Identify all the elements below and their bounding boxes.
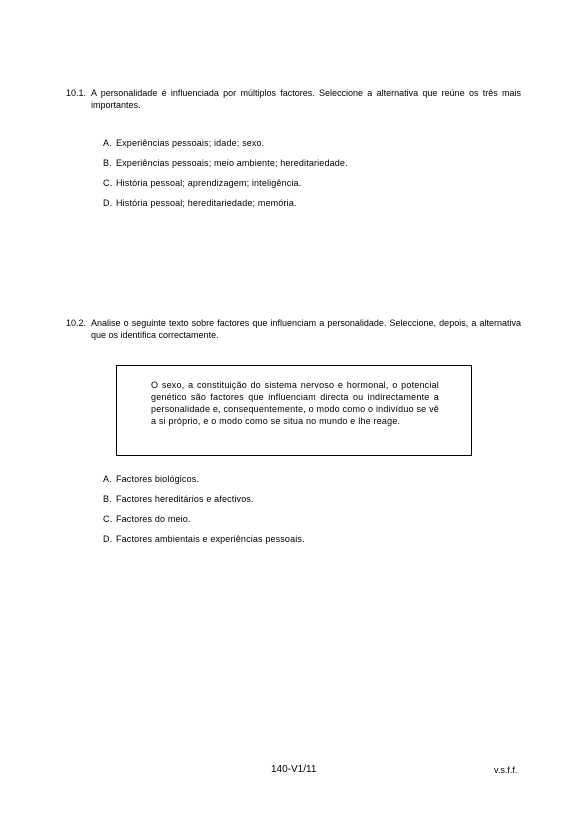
option-letter: D. [103, 198, 113, 208]
option-letter: C. [103, 178, 113, 188]
option-text: História pessoal; hereditariedade; memória. [116, 198, 297, 208]
page-code: 140-V1/11 [271, 764, 317, 775]
q1-option-d [103, 197, 297, 209]
question-number: 10.2. [66, 318, 87, 328]
q1-option-c [103, 177, 301, 189]
turn-over-note: v.s.f.f. [494, 765, 518, 775]
q2-option-d [103, 533, 305, 545]
question-text: Analise o seguinte texto sobre factores que influenciam a personalidade. Seleccione, depois, a alternativa que os identifica correctamente. [91, 318, 521, 340]
option-letter: A. [103, 138, 112, 148]
q1-option-b [103, 157, 348, 169]
option-letter: B. [103, 158, 112, 168]
option-text: Factores hereditários e afectivos. [116, 494, 254, 504]
option-text: Factores biológicos. [116, 474, 200, 484]
option-letter: C. [103, 514, 113, 524]
option-text: Factores do meio. [116, 514, 191, 524]
question-number: 10.1. [66, 88, 87, 98]
quoted-text: O sexo, a constituição do sistema nervoso e hormonal, o potencial genético são factores que influenciam directa ou indirectamente a personalidade e, consequentemente, o modo como o indivíduo se vê a si próprio, e o modo como se situa no mundo e lhe reage. [151, 380, 439, 426]
question-10-2-stem [66, 317, 521, 341]
option-letter: A. [103, 474, 112, 484]
option-text: Factores ambientais e experiências pessoais. [116, 534, 305, 544]
quoted-text-box [116, 365, 472, 456]
option-text: História pessoal; aprendizagem; inteligência. [116, 178, 302, 188]
question-10-1-stem [66, 87, 521, 111]
question-text: A personalidade é influenciada por múltiplos factores. Seleccione a alternativa que reúne os três mais importantes. [91, 88, 521, 110]
option-text: Experiências pessoais; idade; sexo. [116, 138, 265, 148]
q2-option-c [103, 513, 191, 525]
option-text: Experiências pessoais; meio ambiente; hereditariedade. [116, 158, 348, 168]
option-letter: D. [103, 534, 113, 544]
q1-option-a [103, 137, 264, 149]
option-letter: B. [103, 494, 112, 504]
q2-option-b [103, 493, 254, 505]
q2-option-a [103, 473, 199, 485]
